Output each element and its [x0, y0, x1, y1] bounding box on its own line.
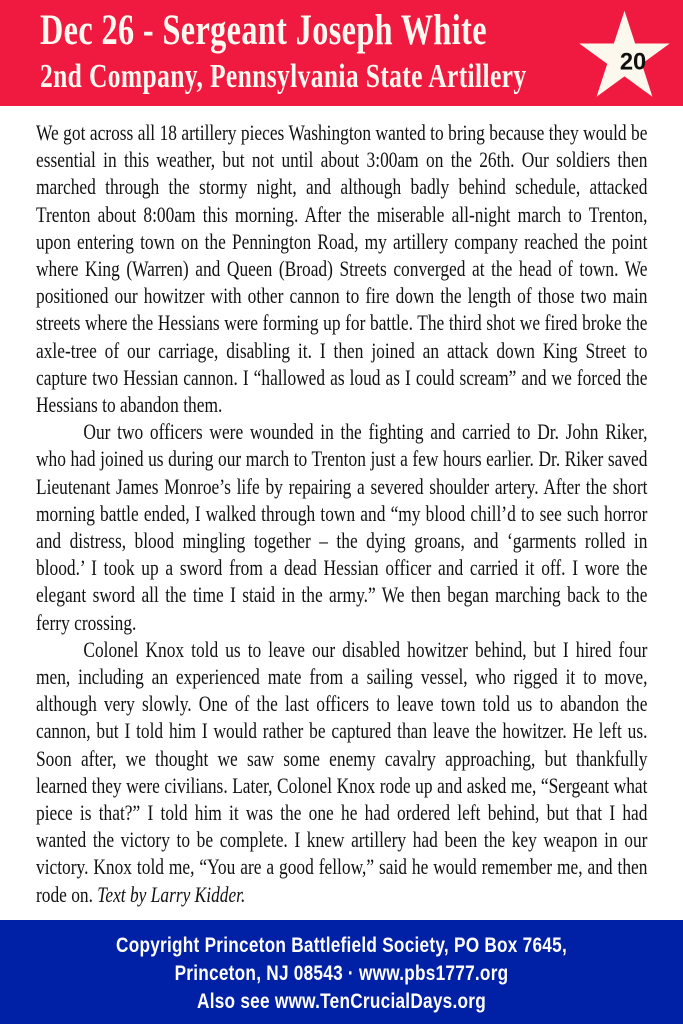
- footer-line-copyright: Copyright Princeton Battlefield Society, PO Box 7645,: [116, 934, 567, 957]
- footer-line-also-see: Also see www.TenCrucialDays.org: [197, 990, 486, 1013]
- paragraph-2: Our two officers were wounded in the fighting and carried to Dr. John Riker, who had joined us during our march to Trenton just a few hours earlier. Dr. Riker saved Lieutenant James Monroe’s life by repairing a severed shoulder artery. After the short morning battle ended, I walked through town and “my blood chill’d to see such horror and distress, blood mingling together – the dying groans, and ‘garments rolled in blood.’ I took up a sword from a dead Hessian officer and carried it off. I wore the elegant sword all the time I staid in the army.” We then began marching back to the ferry crossing.: [36, 419, 648, 635]
- footer-line-address-website: Princeton, NJ 08543 · www.pbs1777.org: [174, 962, 509, 985]
- paragraph-1: We got across all 18 artillery pieces Washington wanted to bring because they would be essential in this weather, but not until about 3:00am on the 26th. Our soldiers then marched through the stormy night, and although badly behind schedule, attacked Trenton about 8:00am this morning. After the miserable all-night march to Trenton, upon entering town on the Pennington Road, my artillery company reached the point where King (Warren) and Queen (Broad) Streets converged at the head of town. We positioned our howitzer with other cannon to fire down the length of those two main streets where the Hessians were forming up for battle. The third shot we fired broke the axle-tree of our carriage, disabling it. I then joined an attack down King Street to capture two Hessian cannon. I “hallowed as loud as I could scream” and we forced the Hessians to abandon them.: [36, 120, 648, 418]
- card-header: [0, 0, 683, 106]
- footer-text: [61, 932, 621, 1016]
- attribution: Text by Larry Kidder.: [97, 881, 246, 907]
- paragraph-3-text: Colonel Knox told us to leave our disabled howitzer behind, but I hired four men, including an experienced mate from a sailing vessel, who rigged it to move, although very slowly. One of the last officers to leave town told us to abandon the cannon, but I told him I would rather be captured than leave the howitzer. He left us. Soon after, we thought we saw some enemy cavalry approaching, but thankfully learned they were civilians. Later, Colonel Knox rode up and asked me, “Sergeant what piece is that?” I told him it was the one he had ordered left behind, but that I had wanted the victory to be complete. I knew artillery had been the key weapon in our victory. Knox told me, “You are a good fellow,” said he would remember me, and then rode on.: [36, 636, 648, 907]
- paragraph-3: [36, 636, 647, 908]
- card-body: [0, 106, 683, 920]
- star-number: 20: [619, 48, 647, 76]
- page-subtitle: 2nd Company, Pennsylvania State Artillery: [40, 58, 527, 95]
- star-badge: [577, 9, 672, 99]
- body-text: [36, 119, 647, 908]
- card-footer: [0, 920, 683, 1024]
- page-title: Dec 26 - Sergeant Joseph White: [40, 7, 487, 54]
